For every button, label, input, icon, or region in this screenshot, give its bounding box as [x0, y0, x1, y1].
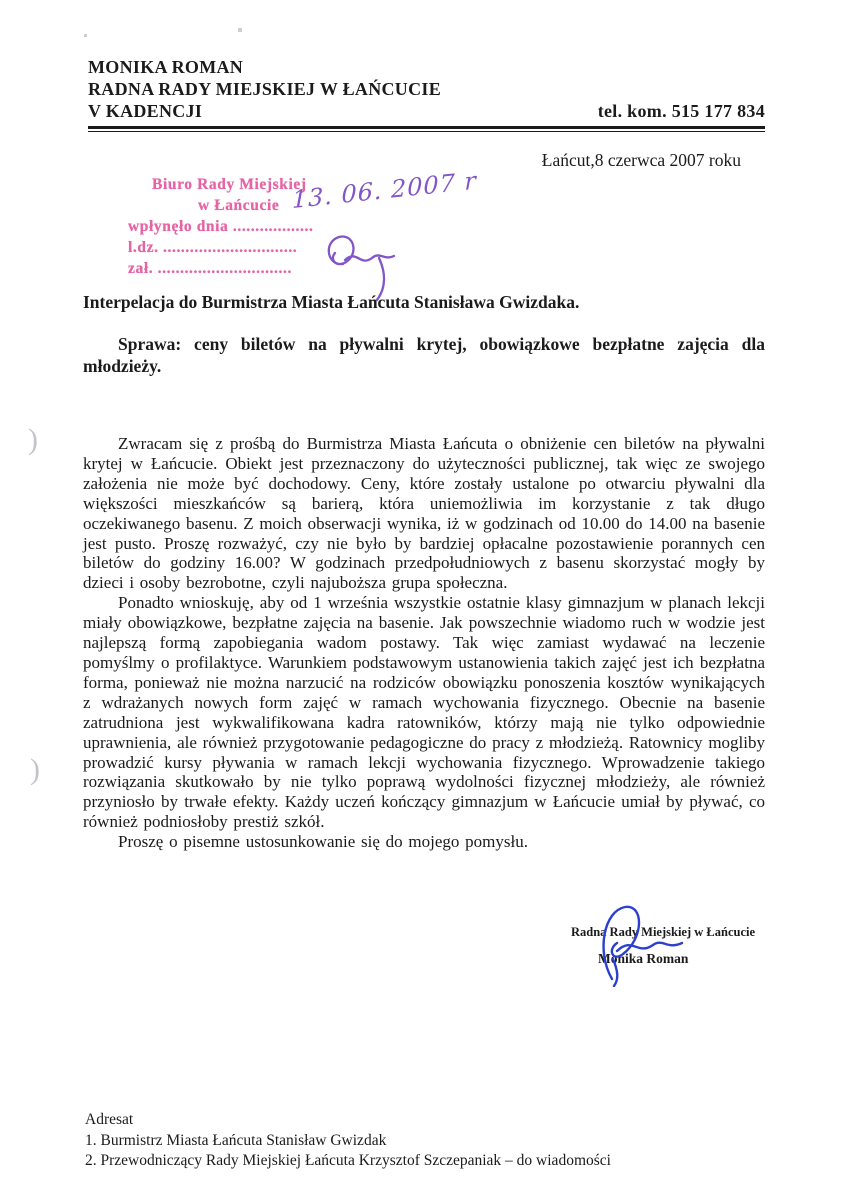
addressee-list [85, 1110, 725, 1172]
body-paragraph-2: Ponadto wnioskuję, aby od 1 września wszystkie ostatnie klasy gimnazjum w planach lekcji miały obowiązkowe, bezpłatne zajęcia na basenie. Jak powszechnie wiadomo ruch w wodzie jest najlepszą formą zapobiegania wadom postawy. Tak więc zamiast wydawać na leczenie pomyślmy o profilaktyce. Warunkiem podstawowym ustanowienia takich zajęć jest ich bezpłatna forma, ponieważ nie można narzucić na rodziców obowiązku ponoszenia kosztów wynikających z wdrażanych nowych form zajęć w ramach wychowania fizycznego. Obecnie na basenie zatrudniona jest wykwalifikowana kadra ratowników, którzy mają nie tylko odpowiednie uprawnienia, ale również przygotowanie pedagogiczne do pracy z młodzieżą. Ratownicy mogliby prowadzić kursy pływania w ramach lekcji wychowania fizycznego. Wprowadzenie takiego rozwiązania skutkowało by nie tylko poprawą wydolności fizycznej młodzieży, ale również przyniosło by trwałe efekty. Każdy uczeń kończący gimnazjum w Łańcucie umiał by pływać, co również podniosłoby prestiż szkół. [83, 593, 765, 832]
handwritten-date: 13. 06. 2007 r [292, 166, 477, 215]
subject-line: Sprawa: ceny biletów na pływalni krytej, obowiązkowe bezpłatne zajęcia dla młodzieży. [83, 334, 765, 376]
addressee-item-1: 1. Burmistrz Miasta Łańcuta Stanisław Gwizdak [85, 1131, 387, 1149]
sender-term: V KADENCJI [88, 101, 203, 121]
scan-artifact: ) [30, 753, 40, 786]
sender-phone: tel. kom. 515 177 834 [597, 101, 765, 121]
addressee-label: Adresat [85, 1111, 134, 1128]
header-rule [88, 126, 765, 132]
signature-name: Monika Roman [598, 951, 689, 966]
stamp-zal-line: zał. .............................. [128, 260, 292, 277]
scan-artifact [84, 34, 87, 37]
stamp-office-line: Biuro Rady Miejskiej [152, 176, 307, 193]
letter-body [83, 434, 765, 852]
signature-role: Radna Rady Miejskiej w Łańcucie [571, 925, 756, 939]
body-paragraph-1: Zwracam się z prośbą do Burmistrza Miasta Łańcuta o obniżenie cen biletów na pływalni krytej w Łańcucie. Obiekt jest przeznaczony do użyteczności publicznej, tak więc ze swojego założenia nie może być dochodowy. Ceny, które zostały ustalone po otwarciu pływalni dla większości mieszkańców są barierą, która uniemożliwia im korzystanie z tak długo oczekiwanego basenu. Z moich obserwacji wynika, iż w godzinach od 10.00 do 14.00 na basenie jest pusto. Proszę rozważyć, czy nie było by bardziej opłacalne pozostawienie porannych cen biletów do godziny 16.00? W godzinach przedpołudniowych z basenu skorzystać mogły by dzieci i osoby bezrobotne, czyli najuboższa grupa społeczna. [83, 434, 765, 593]
sender-title: RADNA RADY MIEJSKIEJ W ŁAŃCUCIE [88, 79, 442, 99]
addressee-item-2: 2. Przewodniczący Rady Miejskiej Łańcuta Krzysztof Szczepaniak – do wiadomości [85, 1152, 611, 1169]
body-paragraph-3: Proszę o pisemne ustosunkowanie się do mojego pomysłu. [118, 832, 528, 852]
scan-artifact [238, 28, 242, 32]
stamp-date-line: wpłynęło dnia .................. [128, 218, 314, 235]
stamp-ldz-line: l.dz. .............................. [128, 239, 298, 256]
letterhead [88, 56, 765, 132]
scan-artifact: ) [28, 423, 38, 456]
sender-name: MONIKA ROMAN [88, 57, 244, 77]
signature-ink [592, 901, 697, 987]
stamp-city-line: w Łańcucie [198, 197, 280, 214]
document-title: Interpelacja do Burmistrza Miasta Łańcuta Stanisława Gwizdaka. [83, 292, 580, 312]
dateline: Łańcut,8 czerwca 2007 roku [541, 150, 741, 170]
